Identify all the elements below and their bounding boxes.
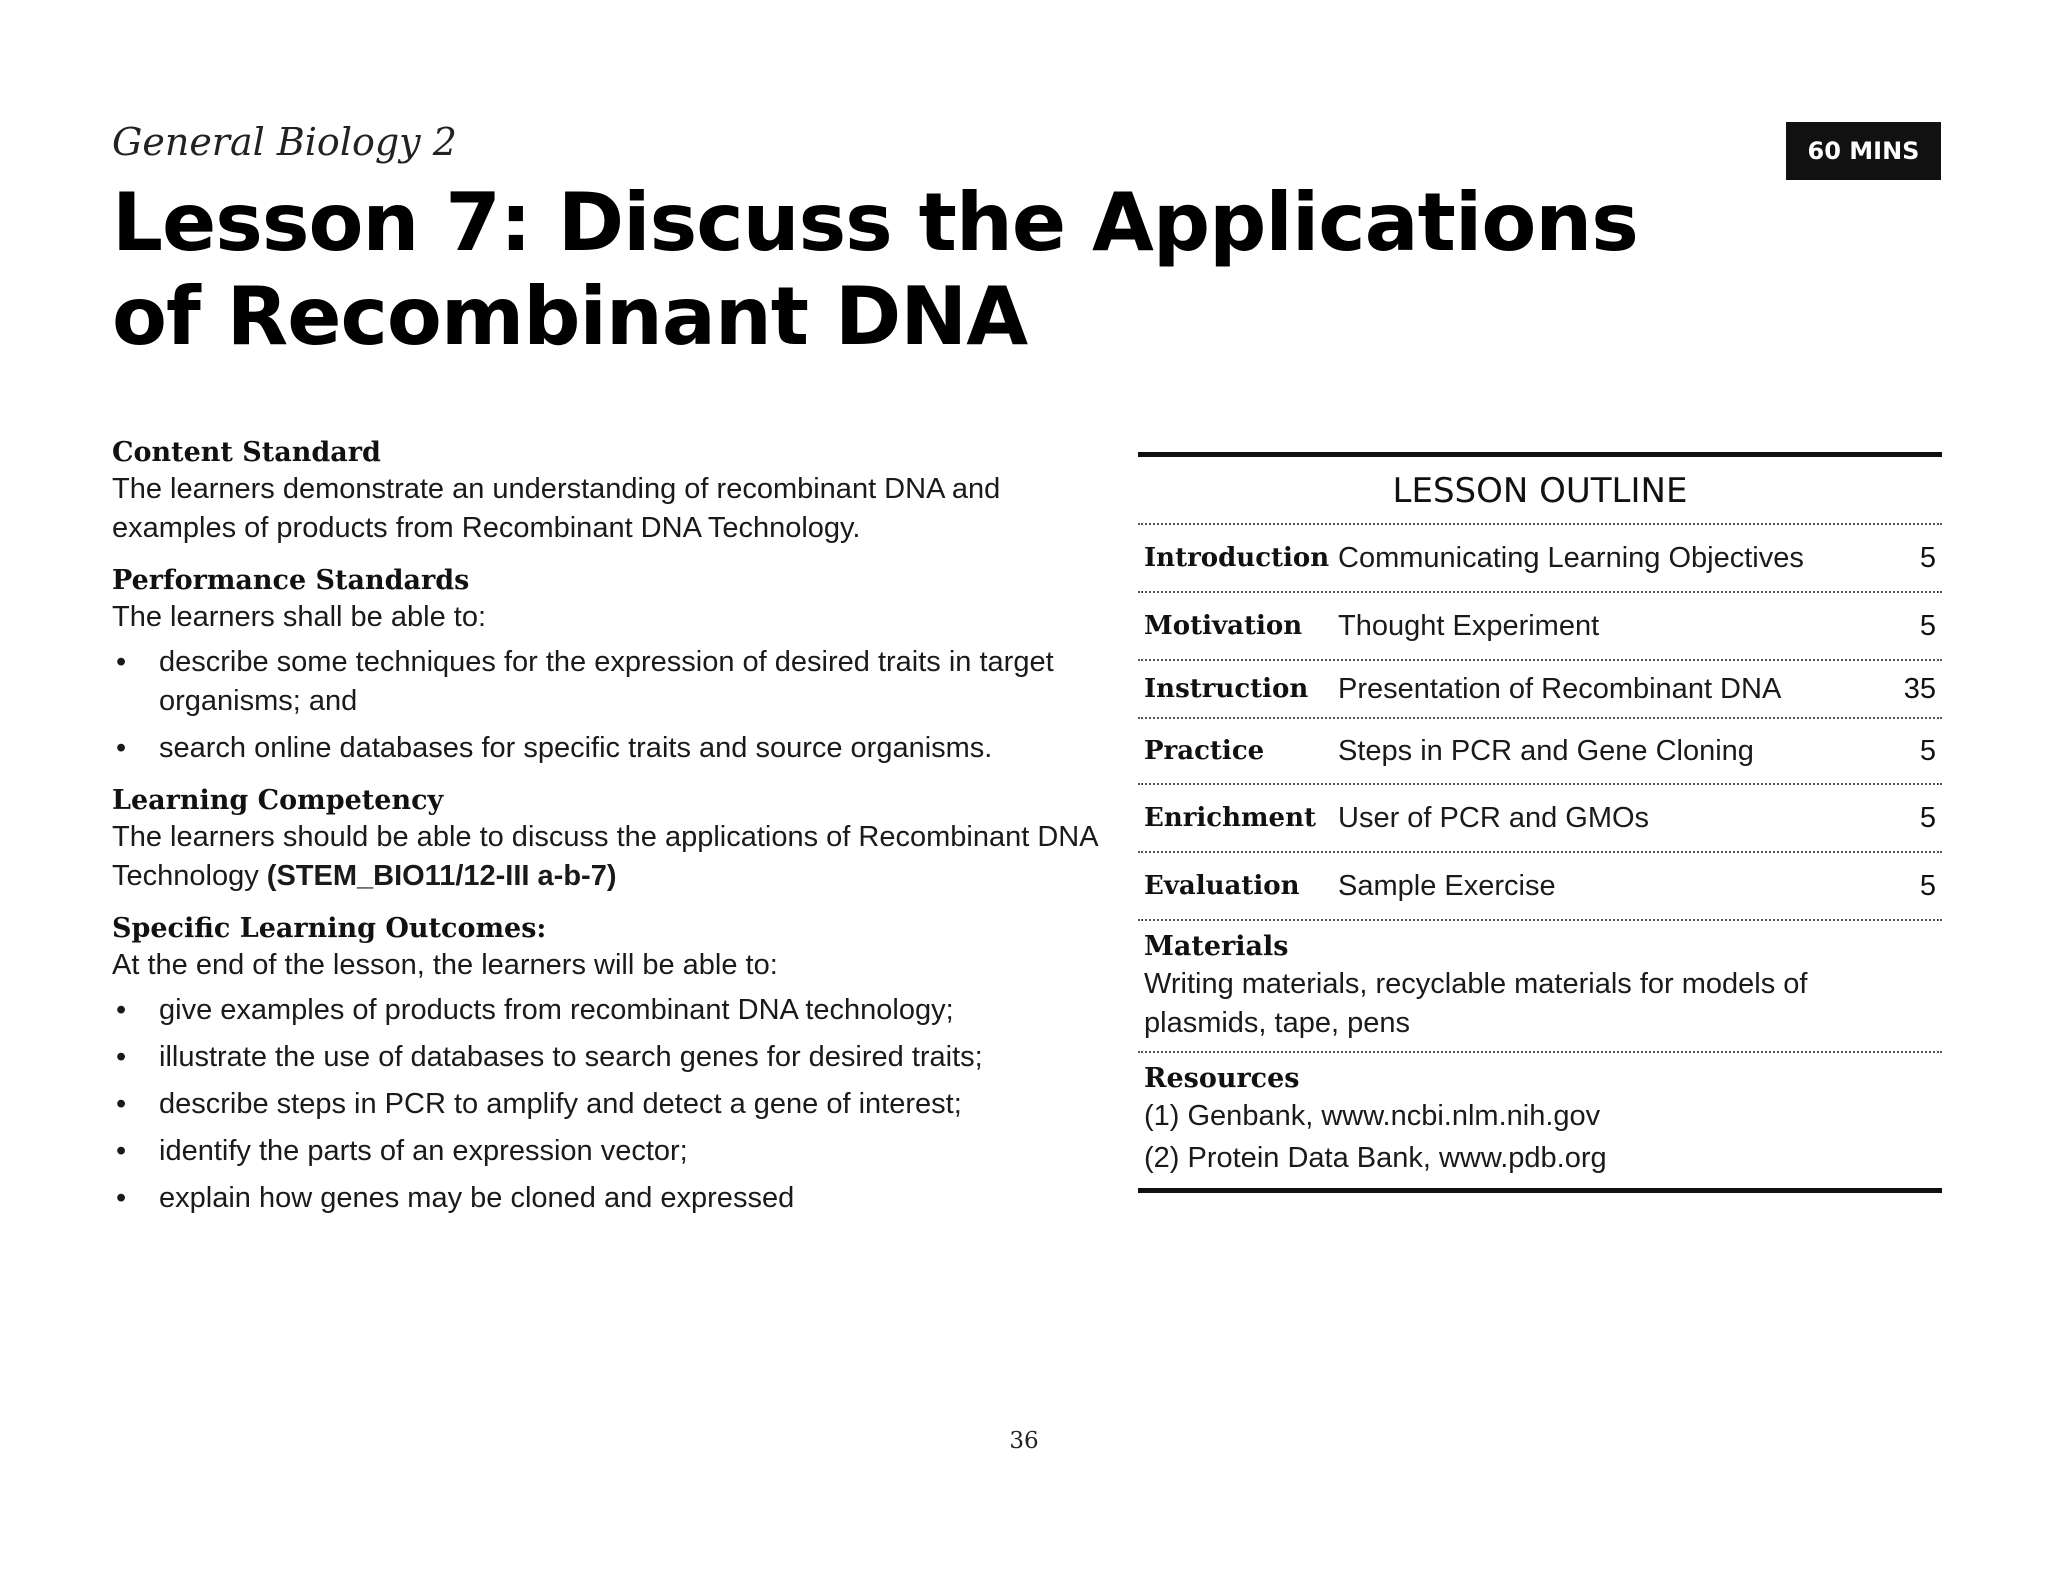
outline-minutes: 5 (1919, 609, 1936, 642)
outline-activity: Steps in PCR and Gene Cloning (1338, 734, 1754, 767)
list-item (112, 1132, 1112, 1171)
outline-row (1138, 719, 1942, 783)
learning-outcomes-list (112, 991, 1112, 1218)
list-item-text: describe steps in PCR to amplify and detect a gene of interest; (159, 1088, 962, 1120)
outline-minutes: 5 (1919, 801, 1936, 834)
list-item (112, 991, 1112, 1030)
list-item-text: illustrate the use of databases to search genes for desired traits; (159, 1041, 983, 1073)
resources-heading: Resources (1144, 1063, 1300, 1094)
outline-row (1138, 853, 1942, 919)
standards-column (112, 436, 1112, 1234)
bullet-icon: • (116, 1135, 127, 1167)
duration-badge: 60 MINS (1786, 122, 1941, 180)
outline-phase: Evaluation (1144, 871, 1300, 901)
outline-row (1138, 525, 1942, 591)
list-item-text: describe some techniques for the expression of desired traits in target organisms; and (159, 646, 1054, 717)
bullet-icon: • (116, 1182, 127, 1214)
outline-activity: Sample Exercise (1338, 869, 1556, 902)
list-item (112, 1179, 1112, 1218)
list-item-text: identify the parts of an expression vector; (159, 1135, 688, 1167)
outline-title: LESSON OUTLINE (1392, 471, 1688, 511)
list-item-text: give examples of products from recombinant DNA technology; (159, 994, 954, 1026)
bullet-icon: • (116, 994, 127, 1026)
bullet-icon: • (116, 732, 127, 764)
outline-activity: Communicating Learning Objectives (1338, 541, 1804, 574)
performance-standards-section (112, 564, 1112, 768)
materials-heading: Materials (1144, 931, 1289, 962)
lesson-outline-panel (1138, 452, 1942, 1193)
list-item (112, 729, 1112, 768)
outline-activity: Thought Experiment (1338, 609, 1600, 642)
outline-phase: Practice (1144, 736, 1265, 766)
outline-phase: Instruction (1144, 674, 1309, 704)
bullet-icon: • (116, 646, 127, 678)
page-number: 36 (1009, 1428, 1039, 1454)
outline-row (1138, 661, 1942, 717)
list-item (112, 1085, 1112, 1124)
outline-row (1138, 785, 1942, 851)
content-standard-text: The learners demonstrate an understanding of recombinant DNA and examples of products from Recombinant DNA Technology. (112, 473, 1001, 544)
list-item (112, 1038, 1112, 1077)
learning-competency-heading: Learning Competency (112, 785, 444, 816)
bullet-icon: • (116, 1088, 127, 1120)
learning-competency-section (112, 784, 1112, 896)
resource-item: (1) Genbank, www.ncbi.nlm.nih.gov (1144, 1100, 1601, 1132)
list-item (112, 643, 1112, 721)
learning-competency-text (112, 818, 1112, 896)
course-subject: General Biology 2 (112, 120, 457, 164)
outline-phase: Enrichment (1144, 803, 1316, 833)
learning-outcomes-intro: At the end of the lesson, the learners will be able to: (112, 949, 778, 981)
performance-standards-intro: The learners shall be able to: (112, 601, 486, 633)
outline-activity: User of PCR and GMOs (1338, 801, 1650, 834)
learning-competency-body: The learners should be able to discuss the applications of Recombinant DNA Technology (112, 821, 1097, 892)
outline-phase: Motivation (1144, 611, 1303, 641)
outline-minutes: 35 (1903, 672, 1936, 705)
list-item-text: search online databases for specific traits and source organisms. (159, 732, 993, 764)
outline-phase: Introduction (1144, 543, 1330, 573)
learning-outcomes-section (112, 912, 1112, 1218)
performance-standards-heading: Performance Standards (112, 565, 470, 596)
learning-outcomes-heading: Specific Learning Outcomes: (112, 913, 547, 944)
competency-code: (STEM_BIO11/12-III a-b-7) (266, 860, 617, 892)
list-item-text: explain how genes may be cloned and expressed (159, 1182, 795, 1214)
outline-minutes: 5 (1919, 541, 1936, 574)
outline-activity: Presentation of Recombinant DNA (1338, 672, 1782, 705)
outline-bottom-rule (1138, 1188, 1942, 1193)
outline-row (1138, 593, 1942, 659)
content-standard-heading: Content Standard (112, 437, 381, 468)
content-standard-section (112, 436, 1112, 548)
materials-text: Writing materials, recyclable materials for models of plasmids, tape, pens (1144, 968, 1808, 1039)
resource-item: (2) Protein Data Bank, www.pdb.org (1144, 1142, 1607, 1174)
outline-minutes: 5 (1919, 734, 1936, 767)
resources-block (1138, 1053, 1942, 1188)
outline-minutes: 5 (1919, 869, 1936, 902)
performance-standards-list (112, 643, 1112, 768)
lesson-title: Lesson 7: Discuss the Applications of Recombinant DNA (112, 176, 1638, 363)
bullet-icon: • (116, 1041, 127, 1073)
materials-block (1138, 921, 1942, 1051)
